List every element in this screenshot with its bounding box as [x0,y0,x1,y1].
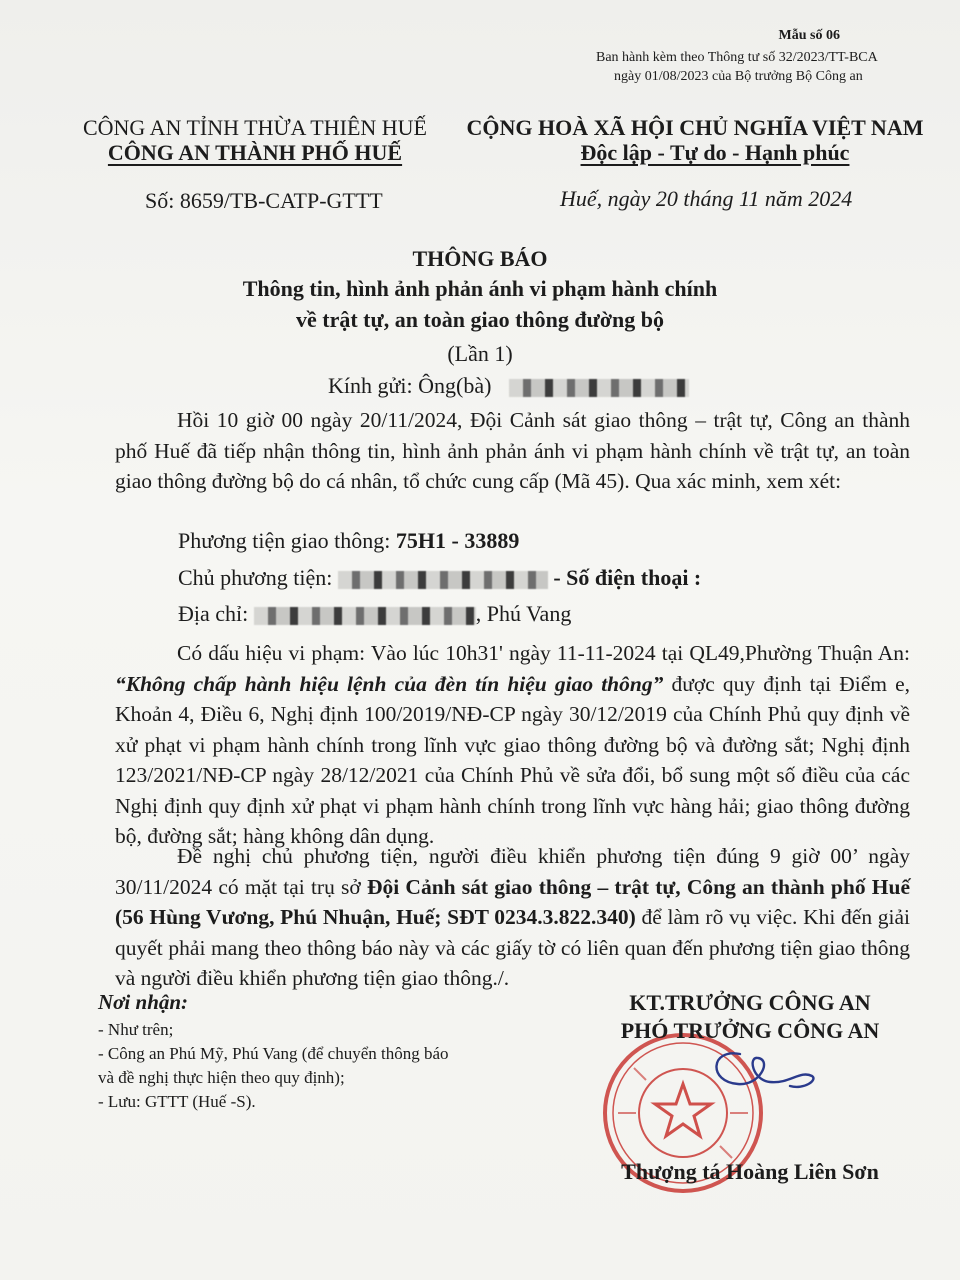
recipients-title: Nơi nhận: [98,990,189,1014]
address-line [178,601,571,627]
national-motto: Độc lập - Tự do - Hạnh phúc [580,140,850,165]
paragraph-request [115,841,910,994]
redacted-recipient-name [509,379,689,397]
violation-description: “Không chấp hành hiệu lệnh của đèn tín hiệu giao thông” [115,671,664,696]
redacted-address [254,607,476,625]
request-intro: Đề nghị chủ phương tiện, người điều khiển phương tiện đúng 9 giờ 00’ ngày 30/11/2024 có mặt tại trụ sở [115,844,910,899]
form-issued-line1: Ban hành kèm theo Thông tư số 32/2023/TT-BCA [596,50,878,65]
agency-name: CÔNG AN THÀNH PHỐ HUẾ [107,140,403,165]
recipients-line-2: - Công an Phú Mỹ, Phú Vang (để chuyển thông báo [98,1044,449,1063]
country-name: CỘNG HOÀ XÃ HỘI CHỦ NGHĨA VIỆT NAM [466,115,924,140]
paragraph-receipt: Hồi 10 giờ 00 ngày 20/11/2024, Đội Cảnh sát giao thông – trật tự, Công an thành phố Huế đã tiếp nhận thông tin, hình ảnh phản ánh vi phạm hành chính về trật tự, an toàn giao thông đường bộ do cá nhân, tổ chức cung cấp (Mã 45). Qua xác minh, xem xét: [115,408,910,493]
vehicle-line [178,528,519,554]
recipients-line-4: - Lưu: GTTT (Huế -S). [98,1092,256,1111]
form-number: Mẫu số 06 [778,28,840,43]
request-rest: để làm rõ vụ việc. Khi đến giải quyết phải mang theo thông báo này và các giấy tờ có liên quan đến phương tiện giao thông và người điều khiển phương tiện giao thông./. [115,905,910,990]
notice-subtitle-1: Thông tin, hình ảnh phản ánh vi phạm hành chính [242,276,718,301]
violation-legal-basis: được quy định tại Điểm e, Khoản 4, Điều 6, Nghị định 100/2019/NĐ-CP ngày 30/12/2019 của Chính Phủ quy định về xử phạt vi phạm hành chính trong lĩnh vực giao thông đường bộ và đường sắt; Nghị định 123/2021/NĐ-CP ngày 28/12/2021 của Chính Phủ về sửa đổi, bổ sung một số điều của các Nghị định quy định xử phạt vi phạm hành chính trong lĩnh vực hàng hải; giao thông đường bộ, đường sắt; hàng không dân dụng. [115,671,910,848]
recipients-line-3: và đề nghị thực hiện theo quy định); [98,1068,345,1087]
address-label: Địa chỉ: [178,601,249,626]
recipient-label: Kính gửi: Ông(bà) [328,373,492,398]
notice-subtitle-2: về trật tự, an toàn giao thông đường bộ [295,307,664,332]
signer-name: Thượng tá Hoàng Liên Sơn [621,1159,879,1184]
redacted-owner-name [338,571,548,589]
vehicle-plate: 75H1 - 33889 [395,528,520,553]
notice-title: THÔNG BÁO [412,246,548,271]
document-number: Số: 8659/TB-CATP-GTTT [145,188,383,213]
agency-parent: CÔNG AN TỈNH THỪA THIÊN HUẾ [82,115,427,140]
signature-scribble-icon [700,1040,830,1100]
owner-line [178,565,701,591]
office-address: Đội Cảnh sát giao thông – trật tự, Công an thành phố Huế (56 Hùng Vương, Phú Nhuận, Huế; SĐT 0234.3.822.340) [115,874,910,929]
phone-label: - Số điện thoại : [547,565,702,590]
notice-times: (Lần 1) [447,341,513,366]
address-tail: , Phú Vang [475,601,572,626]
paragraph-violation [115,638,910,852]
recipient-line [328,373,689,399]
recipients-line-1: - Như trên; [98,1020,174,1039]
form-issued-line2: ngày 01/08/2023 của Bộ trưởng Bộ Công an [614,69,863,84]
violation-intro: Có dấu hiệu vi phạm: Vào lúc 10h31' ngày 11-11-2024 tại QL49,Phường Thuận An: [177,641,910,665]
vehicle-label: Phương tiện giao thông: [178,528,396,553]
signer-title-2: PHÓ TRƯỞNG CÔNG AN [620,1018,880,1043]
owner-label: Chủ phương tiện: [178,565,333,590]
signer-title-1: KT.TRƯỞNG CÔNG AN [629,990,871,1015]
place-date: Huế, ngày 20 tháng 11 năm 2024 [560,186,853,211]
